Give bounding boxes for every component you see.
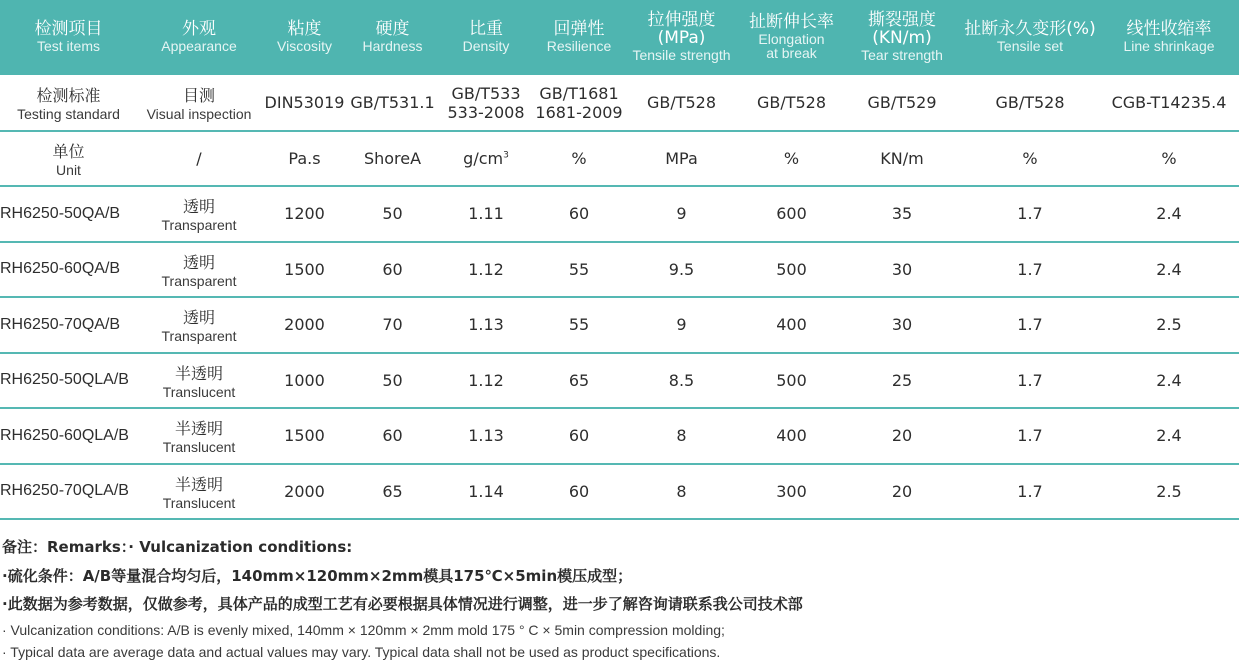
unit-elongation: %	[783, 149, 800, 168]
appearance-cell	[137, 408, 261, 464]
remarks-zh-vulcanization: ·硫化条件：A/B等量混合均匀后，140mm×120mm×2mm模具175℃×5min模压成型；	[2, 567, 633, 585]
density-cell: 1.14	[468, 481, 504, 501]
standard-viscosity: DIN53019	[264, 93, 345, 112]
header-test-items: 检测项目 Test items	[34, 19, 103, 55]
appearance-en: Translucent	[162, 383, 236, 400]
appearance-zh: 透明	[182, 252, 215, 272]
appearance-cell	[137, 297, 261, 353]
standard-tensile-set: GB/T528	[995, 93, 1065, 112]
tensile-cell: 9	[676, 315, 687, 335]
header-line-shrinkage: 线性收缩率 Line shrinkage	[1123, 19, 1215, 55]
model-cell: RH6250-70QA/B	[0, 315, 121, 333]
model-cell: RH6250-60QA/B	[0, 260, 121, 278]
appearance-en: Transparent	[161, 328, 237, 345]
resilience-cell: 60	[568, 204, 590, 224]
standard-label: 检测标准 Testing standard	[17, 86, 120, 122]
table-row	[0, 242, 1239, 298]
standard-tear: GB/T529	[867, 93, 937, 112]
remarks-title: 备注：Remarks：· Vulcanization conditions:	[2, 538, 353, 556]
tensile-cell: 9	[676, 204, 687, 224]
density-cell: 1.13	[468, 426, 504, 446]
standard-hardness: GB/T531.1	[350, 93, 435, 112]
appearance-zh: 半透明	[174, 474, 223, 494]
density-cell: 1.13	[468, 315, 504, 335]
tear-cell: 20	[891, 481, 913, 501]
unit-label: 单位 Unit	[52, 142, 85, 178]
model-cell: RH6250-70QLA/B	[0, 482, 129, 500]
appearance-cell	[137, 464, 261, 520]
tear-cell: 30	[891, 259, 913, 279]
viscosity-cell: 1500	[284, 259, 325, 279]
header-elongation: 扯断伸长率 Elongation at break	[749, 11, 834, 62]
elongation-cell: 300	[776, 481, 807, 501]
tear-cell: 20	[891, 426, 913, 446]
elongation-cell: 500	[776, 259, 807, 279]
tensile-cell: 8	[676, 426, 687, 446]
appearance-zh: 透明	[182, 308, 215, 328]
hardness-cell: 50	[382, 370, 403, 390]
tensile-cell: 8.5	[668, 370, 695, 390]
tensile-set-cell: 1.7	[1017, 481, 1043, 501]
tear-cell: 35	[891, 204, 913, 224]
elongation-cell: 600	[776, 204, 807, 224]
model-cell: RH6250-50QLA/B	[0, 371, 129, 389]
tensile-set-cell: 1.7	[1017, 204, 1043, 224]
testing-standard-row	[0, 75, 1239, 131]
tensile-set-cell: 1.7	[1017, 259, 1043, 279]
appearance-en: Translucent	[162, 439, 236, 456]
model-cell: RH6250-60QLA/B	[0, 426, 129, 444]
appearance-zh: 半透明	[174, 419, 223, 439]
unit-viscosity: Pa.s	[288, 149, 321, 168]
tensile-set-cell: 1.7	[1017, 370, 1043, 390]
appearance-en: Translucent	[162, 494, 236, 511]
viscosity-cell: 1500	[284, 426, 325, 446]
viscosity-cell: 2000	[284, 315, 325, 335]
hardness-cell: 60	[382, 426, 403, 446]
resilience-cell: 55	[568, 259, 590, 279]
unit-tear: KN/m	[880, 149, 924, 168]
remarks-en-vulcanization: · Vulcanization conditions: A/B is evenly mixed, 140mm × 120mm × 2mm mold 175 ° C × 5min compression molding;	[2, 622, 725, 638]
tear-cell: 30	[891, 315, 913, 335]
shrinkage-cell: 2.4	[1156, 204, 1182, 224]
shrinkage-cell: 2.4	[1156, 259, 1182, 279]
unit-resilience: %	[571, 149, 587, 168]
viscosity-cell: 1000	[284, 370, 325, 390]
standard-elongation: GB/T528	[756, 93, 827, 112]
table-row	[0, 353, 1239, 409]
table-row	[0, 408, 1239, 464]
remarks-en-typical: · Typical data are average data and actual values may vary. Typical data shall not be used as product specifications.	[2, 644, 721, 660]
elongation-cell: 500	[776, 370, 807, 390]
header-density: 比重 Density	[462, 19, 510, 55]
tensile-set-cell: 1.7	[1017, 315, 1043, 335]
resilience-cell: 55	[568, 315, 590, 335]
unit-tensile-set: %	[1022, 149, 1038, 168]
standard-appearance: 目测 Visual inspection	[146, 86, 252, 122]
standard-resilience: GB/T1681 1681-2009	[535, 83, 623, 122]
shrinkage-cell: 2.4	[1156, 426, 1182, 446]
standard-shrinkage: CGB-T14235.4	[1111, 93, 1227, 112]
resilience-cell: 60	[568, 426, 590, 446]
hardness-cell: 70	[382, 315, 403, 335]
density-cell: 1.11	[468, 204, 504, 224]
header-tensile-strength: 拉伸强度 (MPa) Tensile strength	[632, 10, 731, 63]
shrinkage-cell: 2.4	[1156, 370, 1182, 390]
remarks-zh-reference: ·此数据为参考数据，仅做参考，具体产品的成型工艺有必要根据具体情况进行调整，进一步了解咨询请联系我公司技术部	[2, 595, 803, 613]
header-hardness: 硬度 Hardness	[362, 19, 423, 55]
appearance-en: Transparent	[161, 217, 237, 234]
appearance-zh: 透明	[182, 197, 215, 217]
hardness-cell: 50	[382, 204, 403, 224]
appearance-en: Transparent	[161, 272, 237, 289]
model-cell: RH6250-50QA/B	[0, 204, 121, 222]
resilience-cell: 60	[568, 481, 590, 501]
tear-cell: 25	[891, 370, 913, 390]
unit-shrinkage: %	[1161, 149, 1177, 168]
tensile-cell: 8	[676, 481, 687, 501]
hardness-cell: 65	[382, 481, 403, 501]
unit-hardness: ShoreA	[363, 149, 422, 168]
table-row	[0, 297, 1239, 353]
viscosity-cell: 1200	[284, 204, 325, 224]
shrinkage-cell: 2.5	[1156, 481, 1182, 501]
elongation-cell: 400	[776, 315, 807, 335]
appearance-cell	[137, 186, 261, 242]
appearance-cell	[137, 353, 261, 409]
unit-density: $g/cm^3$	[463, 149, 509, 168]
density-cell: 1.12	[468, 370, 504, 390]
standard-tensile: GB/T528	[646, 93, 717, 112]
table-row	[0, 464, 1239, 520]
header-appearance: 外观 Appearance	[161, 19, 237, 55]
unit-row	[0, 131, 1239, 186]
hardness-cell: 60	[382, 259, 403, 279]
header-tensile-set: 扯断永久变形(%) Tensile set	[964, 19, 1096, 55]
unit-tensile: MPa	[665, 149, 698, 168]
table-row	[0, 186, 1239, 242]
tensile-set-cell: 1.7	[1017, 426, 1043, 446]
header-row	[0, 0, 1239, 75]
header-viscosity: 粘度 Viscosity	[277, 19, 332, 55]
unit-appearance: /	[196, 149, 202, 168]
appearance-cell	[137, 242, 261, 298]
header-resilience: 回弹性 Resilience	[546, 19, 612, 55]
shrinkage-cell: 2.5	[1156, 315, 1182, 335]
header-tear-strength: 撕裂强度 (KN/m) Tear strength	[861, 10, 943, 63]
viscosity-cell: 2000	[284, 481, 325, 501]
tensile-cell: 9.5	[668, 259, 695, 279]
standard-density: GB/T533 533-2008	[447, 83, 525, 122]
density-cell: 1.12	[468, 259, 504, 279]
elongation-cell: 400	[776, 426, 807, 446]
appearance-zh: 半透明	[174, 363, 223, 383]
resilience-cell: 65	[568, 370, 590, 390]
